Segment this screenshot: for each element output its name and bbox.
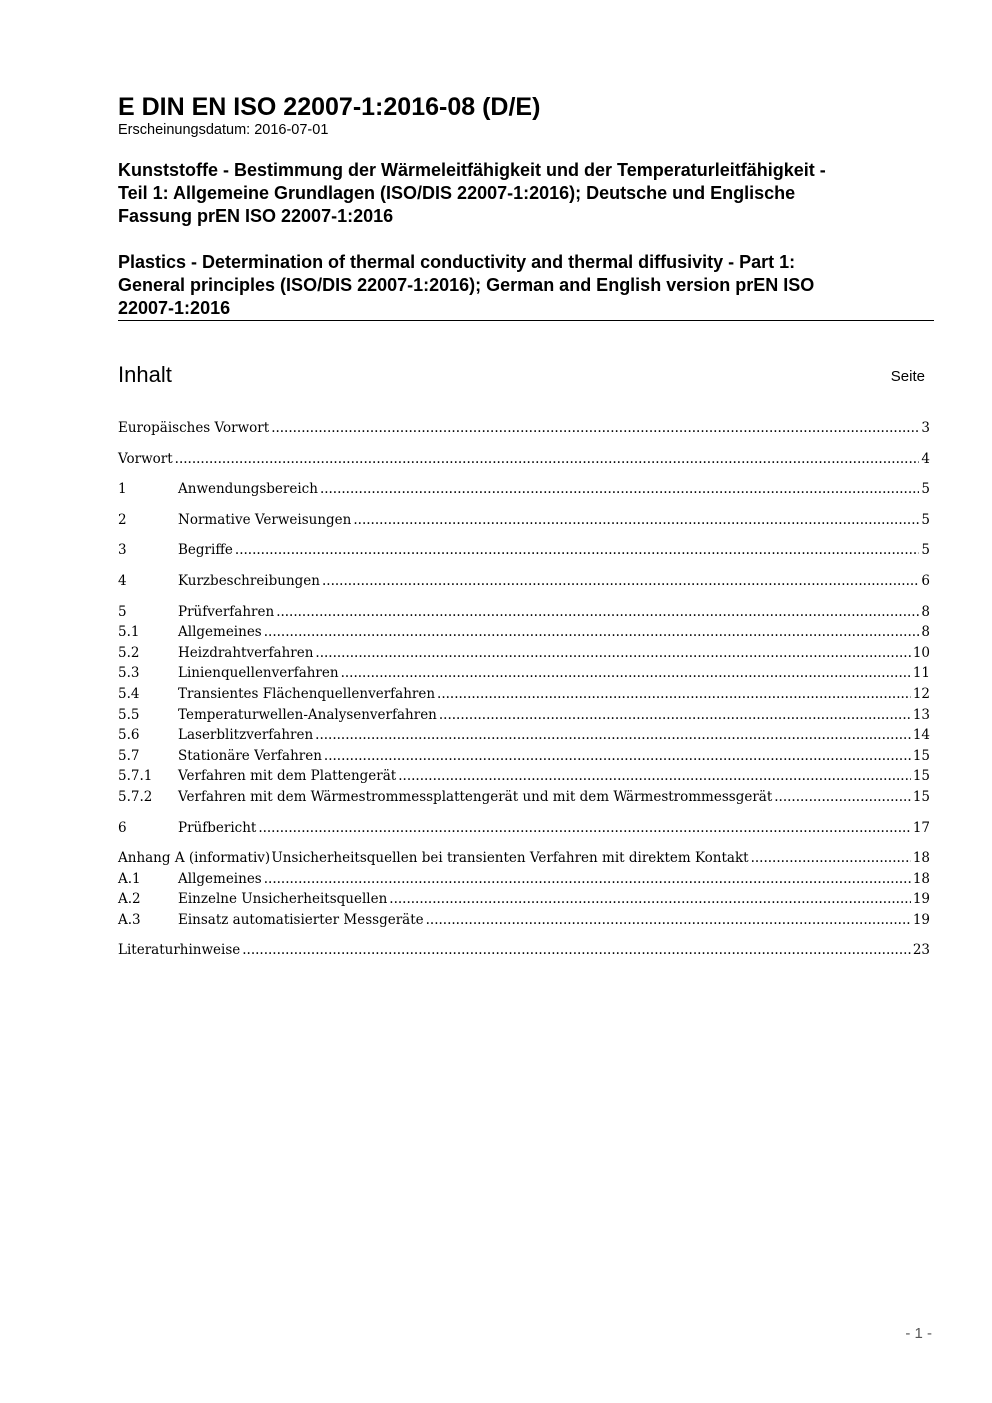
- toc-entry-number: 5.7: [118, 747, 140, 764]
- toc-entry-page: 23: [912, 942, 930, 959]
- toc-entry-title: Kurzbeschreibungen: [178, 572, 320, 589]
- toc-entry[interactable]: [118, 418, 930, 439]
- title-english-line: General principles (ISO/DIS 22007-1:2016); German and English version prEN ISO: [118, 275, 815, 295]
- toc-entry-title: Begriffe: [178, 542, 233, 559]
- toc-entry[interactable]: [118, 889, 930, 910]
- toc-entry-page: 6: [921, 572, 930, 589]
- toc-entry[interactable]: [118, 848, 930, 869]
- table-of-contents: [118, 418, 930, 961]
- toc-entry[interactable]: [118, 725, 930, 746]
- toc-entry-page: 19: [912, 891, 930, 908]
- toc-entry-number: 5.6: [118, 727, 140, 744]
- toc-entry-title: Prüfverfahren: [178, 603, 275, 620]
- toc-entry[interactable]: [118, 571, 930, 592]
- toc-entry-number: 6: [118, 819, 127, 836]
- toc-entry-title: Prüfbericht: [178, 819, 257, 836]
- toc-page-column-label: Seite: [890, 368, 925, 385]
- toc-entry-page: 13: [912, 706, 930, 723]
- toc-leader-dots: [439, 705, 911, 726]
- toc-entry-page: 11: [912, 665, 930, 682]
- title-english-line: Plastics - Determination of thermal conductivity and thermal diffusivity - Part 1:: [118, 252, 796, 272]
- toc-entry-number: 3: [118, 542, 127, 559]
- toc-entry-page: 5: [921, 542, 930, 559]
- toc-entry-number: A.2: [118, 891, 141, 908]
- toc-entry-title: Stationäre Verfahren: [178, 747, 322, 764]
- toc-entry-title: Linienquellenverfahren: [178, 665, 339, 682]
- toc-entry-page: 17: [912, 819, 930, 836]
- toc-entry-subtitle: Unsicherheitsquellen bei transienten Verfahren mit direktem Kontakt: [271, 850, 749, 867]
- toc-leader-dots: [322, 571, 919, 592]
- toc-entry-page: 15: [912, 788, 930, 805]
- toc-entry-title: Europäisches Vorwort: [118, 420, 270, 436]
- toc-entry-title: Laserblitzverfahren: [178, 727, 314, 744]
- toc-leader-dots: [271, 418, 919, 439]
- toc-entry-number: 5.3: [118, 665, 140, 682]
- toc-leader-dots: [315, 643, 910, 664]
- toc-leader-dots: [398, 766, 911, 787]
- toc-leader-dots: [258, 818, 911, 839]
- toc-leader-dots: [341, 663, 911, 684]
- toc-leader-dots: [751, 848, 911, 869]
- toc-entry-title: Temperaturwellen-Analysenverfahren: [178, 706, 437, 723]
- toc-entry-page: 15: [912, 768, 930, 785]
- toc-leader-dots: [315, 725, 911, 746]
- title-german-line: Fassung prEN ISO 22007-1:2016: [118, 206, 394, 226]
- toc-leader-dots: [324, 746, 911, 767]
- toc-leader-dots: [264, 869, 911, 890]
- title-german: [118, 159, 934, 228]
- toc-entry[interactable]: [118, 818, 930, 839]
- toc-entry[interactable]: [118, 766, 930, 787]
- title-german-line: Kunststoffe - Bestimmung der Wärmeleitfähigkeit und der Temperaturleitfähigkeit -: [118, 160, 826, 180]
- toc-entry-title: Vorwort: [118, 450, 173, 467]
- toc-heading: Inhalt: [118, 362, 172, 387]
- toc-entry[interactable]: [118, 705, 930, 726]
- toc-entry-page: 15: [912, 747, 930, 764]
- toc-entry-title: Anhang A (informativ): [118, 850, 271, 867]
- toc-entry-title: Einzelne Unsicherheitsquellen: [178, 891, 388, 908]
- document-id: E DIN EN ISO 22007-1:2016-08 (D/E): [118, 93, 541, 121]
- toc-entry-number: 5.1: [118, 624, 140, 641]
- toc-entry-title: Literaturhinweise: [118, 942, 241, 959]
- toc-entry-number: 4: [118, 572, 127, 589]
- toc-entry-number: 5.5: [118, 706, 140, 723]
- toc-entry-title: Einsatz automatisierter Messgeräte: [178, 911, 424, 928]
- toc-entry-page: 19: [912, 911, 930, 928]
- toc-entry[interactable]: [118, 746, 930, 767]
- toc-entry-page: 4: [921, 450, 930, 467]
- toc-entry[interactable]: [118, 479, 930, 500]
- toc-entry-page: 3: [921, 420, 930, 436]
- toc-entry[interactable]: [118, 940, 930, 961]
- toc-leader-dots: [389, 889, 911, 910]
- toc-entry-number: A.3: [118, 911, 141, 928]
- header-divider: [118, 320, 934, 321]
- toc-entry[interactable]: [118, 602, 930, 623]
- toc-leader-dots: [320, 479, 919, 500]
- toc-entry-number: A.1: [118, 870, 141, 887]
- toc-entry[interactable]: [118, 622, 930, 643]
- toc-entry[interactable]: [118, 869, 930, 890]
- page-number: - 1 -: [905, 1325, 932, 1342]
- toc-entry-title: Allgemeines: [178, 624, 262, 641]
- toc-leader-dots: [276, 602, 919, 623]
- toc-entry-title: Heizdrahtverfahren: [178, 644, 314, 661]
- toc-leader-dots: [437, 684, 911, 705]
- toc-entry-title: Verfahren mit dem Plattengerät: [178, 768, 397, 785]
- toc-entry-number: 2: [118, 511, 127, 528]
- title-german-line: Teil 1: Allgemeine Grundlagen (ISO/DIS 22007-1:2016); Deutsche und Englische: [118, 183, 796, 203]
- toc-entry-title: Anwendungsbereich: [178, 481, 318, 498]
- toc-leader-dots: [242, 940, 911, 961]
- toc-entry-page: 8: [921, 624, 930, 641]
- toc-leader-dots: [774, 787, 911, 808]
- toc-entry-title: Normative Verweisungen: [178, 511, 352, 528]
- toc-entry-number: 5.7.2: [118, 788, 153, 805]
- toc-entry-page: 8: [921, 603, 930, 620]
- toc-entry[interactable]: [118, 787, 930, 808]
- toc-leader-dots: [264, 622, 920, 643]
- toc-entry-page: 18: [912, 850, 930, 867]
- toc-entry-page: 10: [912, 644, 930, 661]
- toc-entry-number: 5.7.1: [118, 768, 153, 785]
- toc-entry-title: Verfahren mit dem Wärmestrommessplattengerät und mit dem Wärmestrommessgerät: [178, 788, 773, 805]
- toc-leader-dots: [235, 540, 920, 561]
- title-english-line: 22007-1:2016: [118, 298, 231, 318]
- toc-leader-dots: [175, 449, 920, 470]
- toc-entry-title: Transientes Flächenquellenverfahren: [178, 685, 436, 702]
- toc-leader-dots: [353, 510, 919, 531]
- toc-leader-dots: [426, 910, 911, 931]
- toc-entry-page: 12: [912, 685, 930, 702]
- toc-entry-page: 5: [921, 481, 930, 498]
- toc-entry-title: Allgemeines: [178, 870, 262, 887]
- toc-entry[interactable]: [118, 643, 930, 664]
- publication-date: Erscheinungsdatum: 2016-07-01: [118, 122, 329, 138]
- toc-entry[interactable]: [118, 910, 930, 931]
- toc-entry[interactable]: [118, 684, 930, 705]
- toc-entry-number: 5.4: [118, 685, 140, 702]
- toc-entry-page: 5: [921, 511, 930, 528]
- toc-entry-number: 5.2: [118, 644, 140, 661]
- toc-entry[interactable]: [118, 663, 930, 684]
- toc-entry-page: 14: [912, 727, 930, 744]
- toc-entry[interactable]: [118, 449, 930, 470]
- toc-entry[interactable]: [118, 510, 930, 531]
- toc-entry-number: 5: [118, 603, 127, 620]
- toc-entry[interactable]: [118, 540, 930, 561]
- title-english: [118, 251, 934, 320]
- toc-entry-page: 18: [912, 870, 930, 887]
- toc-entry-number: 1: [118, 481, 127, 498]
